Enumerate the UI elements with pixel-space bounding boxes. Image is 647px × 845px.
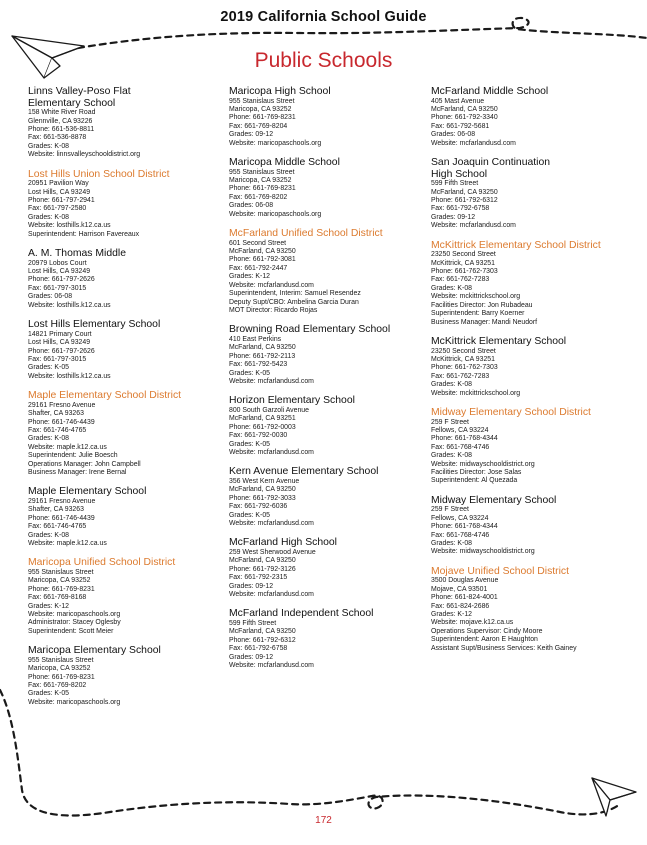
entry-detail-line: Website: maricopaschools.org	[28, 698, 121, 706]
entry-detail-line: Grades: K-08	[28, 142, 69, 150]
entry-detail-line: 599 Fifth Street	[431, 180, 479, 188]
entry-detail-line: 410 East Perkins	[229, 335, 282, 343]
entry-detail-line: 29161 Fresno Avenue	[28, 497, 96, 505]
district-entry	[431, 407, 626, 486]
entry-detail-line: Phone: 661-797-2626	[28, 276, 95, 284]
entry-detail-line: Website: losthills.k12.ca.us	[28, 301, 111, 309]
entry-detail-line: Fax: 661-797-3015	[28, 284, 87, 292]
school-name: McFarland Middle School	[431, 86, 549, 97]
school-entry	[28, 486, 223, 548]
entry-detail-line: Website: losthills.k12.ca.us	[28, 372, 111, 380]
entry-detail-line: Business Manager: Irene Bernal	[28, 468, 127, 476]
entry-detail-line: Website: maricopaschools.org	[28, 611, 121, 619]
entry-detail-line: MOT Director: Ricardo Rojas	[229, 306, 318, 314]
school-name: Maricopa Elementary School	[28, 645, 161, 657]
entry-detail-line: 14821 Primary Court	[28, 330, 92, 338]
entry-detail-line: Shafter, CA 93263	[28, 506, 84, 514]
entry-detail-line: Website: midwayschooldistrict.org	[431, 548, 535, 556]
entry-detail-line: Website: mcfarlandusd.com	[229, 281, 314, 289]
entry-detail-line: Fax: 661-769-8202	[28, 682, 87, 690]
entry-detail-line: Phone: 661-746-4439	[28, 418, 95, 426]
entry-detail-line: 20979 Lobos Court	[28, 259, 87, 267]
entry-detail-line: Superintendent, Interim: Samuel Resendez	[229, 290, 361, 298]
entry-detail-line: Grades: K-05	[229, 369, 270, 377]
school-name: Kern Avenue Elementary School	[229, 466, 379, 478]
entry-detail-line: Fax: 661-769-8204	[229, 122, 288, 130]
entry-detail-line: Website: mcfarlandusd.com	[229, 377, 314, 385]
entry-detail-line: Grades: 06-08	[28, 293, 73, 301]
entry-detail-line: Website: mcfarlandusd.com	[229, 520, 314, 527]
entry-detail-line: Superintendent: Julie Boesch	[28, 452, 118, 460]
school-name: Maricopa High School	[229, 86, 331, 97]
entry-detail-line: Website: mckittrickschool.org	[431, 293, 521, 301]
entry-detail-line: McKittrick, CA 93251	[431, 259, 495, 267]
entry-detail-line: Grades: K-05	[28, 364, 69, 372]
entry-detail-line: Website: maricopaschools.org	[229, 210, 322, 218]
entry-detail-line: Grades: K-08	[28, 213, 69, 221]
entry-detail-line: 599 Fifth Street	[229, 620, 277, 628]
school-entry	[229, 324, 424, 386]
entry-detail-line: Fax: 661-768-4746	[431, 443, 490, 451]
school-entry	[431, 336, 626, 398]
entry-detail-line: Assistant Supt/Business Services: Keith Gainey	[431, 644, 577, 652]
entry-detail-line: Phone: 661-769-8231	[229, 114, 296, 122]
entry-detail-line: Phone: 661-792-0003	[229, 423, 296, 431]
school-entry	[28, 86, 223, 160]
entry-detail-line: Website: mcfarlandusd.com	[431, 222, 516, 230]
entry-detail-line: McFarland, CA 93250	[229, 628, 296, 636]
entry-detail-line: Website: maple.k12.ca.us	[28, 443, 107, 451]
district-entry	[28, 169, 223, 239]
entry-detail-line: Business Manager: Mandi Neudorf	[431, 318, 538, 326]
school-name: Browning Road Elementary School	[229, 324, 391, 336]
school-name: McFarland High School	[229, 537, 337, 549]
entry-detail-line: Website: mcfarlandusd.com	[229, 662, 314, 670]
entry-detail-line: Administrator: Stacey Oglesby	[28, 619, 121, 627]
entry-detail-line: 955 Stanislaus Street	[28, 656, 94, 664]
listing-column-3	[431, 86, 626, 662]
entry-detail-line: McFarland, CA 93251	[229, 415, 296, 423]
entry-detail-line: McFarland, CA 93250	[431, 106, 498, 113]
guide-title: 2019 California School Guide	[220, 9, 427, 25]
district-entry	[28, 557, 223, 636]
entry-detail-line: Phone: 661-792-6312	[229, 636, 296, 644]
entry-detail-line: Fax: 661-762-7283	[431, 276, 490, 284]
entry-detail-line: Fellows, CA 93224	[431, 426, 489, 434]
entry-detail-line: Website: mojave.k12.ca.us	[431, 619, 514, 627]
entry-detail-line: 800 South Garzoli Avenue	[229, 406, 309, 414]
entry-detail-line: Grades: K-05	[28, 690, 69, 698]
district-name: Lost Hills Union School District	[28, 168, 170, 180]
entry-detail-line: Grades: K-08	[431, 381, 472, 389]
district-name: McKittrick Elementary School District	[431, 239, 601, 251]
district-entry	[229, 228, 424, 315]
entry-detail-line: Phone: 661-792-2113	[229, 352, 296, 360]
school-entry	[229, 86, 424, 148]
entry-detail-line: Fax: 661-792-5681	[431, 122, 490, 130]
entry-detail-line: Phone: 661-769-8231	[229, 185, 296, 193]
district-name: Mojave Unified School District	[431, 565, 570, 577]
listing-column-2	[229, 86, 424, 679]
entry-detail-line: Website: mcfarlandusd.com	[431, 139, 516, 147]
entry-detail-line: Phone: 661-824-4001	[431, 594, 498, 602]
school-name: Linns Valley-Poso Flat Elementary School	[28, 86, 131, 109]
entry-detail-line: Grades: 06-08	[229, 202, 274, 210]
entry-detail-line: 23250 Second Street	[431, 347, 496, 355]
school-entry	[229, 608, 424, 670]
entry-detail-line: Maricopa, CA 93252	[28, 577, 91, 585]
entry-detail-line: Fax: 661-792-2447	[229, 264, 288, 272]
entry-detail-line: Superintendent: Aaron E Haughton	[431, 636, 538, 644]
entry-detail-line: Lost Hills, CA 93249	[28, 268, 91, 276]
entry-detail-line: 158 White River Road	[28, 109, 96, 117]
school-entry	[28, 248, 223, 310]
entry-detail-line: Fax: 661-768-4746	[431, 531, 490, 539]
paper-airplane-icon	[592, 778, 636, 816]
entry-detail-line: Fax: 661-797-2580	[28, 205, 87, 213]
entry-detail-line: Website: mcfarlandusd.com	[229, 448, 314, 456]
entry-detail-line: Phone: 661-746-4439	[28, 514, 95, 522]
entry-detail-line: Phone: 661-792-3081	[229, 256, 296, 264]
entry-detail-line: Grades: K-08	[28, 531, 69, 539]
entry-detail-line: Fax: 661-746-4765	[28, 426, 87, 434]
school-name: San Joaquin Continuation High School	[431, 157, 551, 180]
entry-detail-line: Maricopa, CA 93252	[28, 665, 91, 673]
district-entry	[431, 240, 626, 327]
entry-detail-line: Superintendent: Al Quezada	[431, 477, 518, 485]
entry-detail-line: Facilities Director: Jose Salas	[431, 468, 522, 476]
district-name: Midway Elementary School District	[431, 406, 591, 418]
entry-detail-line: Phone: 661-792-3340	[431, 114, 498, 122]
entry-detail-line: 259 F Street	[431, 506, 469, 514]
entry-detail-line: Fax: 661-762-7283	[431, 372, 490, 380]
entry-detail-line: Fax: 661-769-8202	[229, 193, 288, 201]
entry-detail-line: Phone: 661-792-3126	[229, 565, 296, 573]
entry-detail-line: Fax: 661-746-4765	[28, 523, 87, 531]
school-entry	[229, 157, 424, 219]
entry-detail-line: 405 Mast Avenue	[431, 97, 485, 105]
entry-detail-line: Glennville, CA 93226	[28, 117, 93, 125]
entry-detail-line: Website: linnsvalleyschooldistrict.org	[28, 151, 141, 159]
entry-detail-line: Grades: K-08	[431, 452, 472, 460]
entry-detail-line: Fax: 661-792-6036	[229, 503, 288, 511]
entry-detail-line: 955 Stanislaus Street	[229, 168, 295, 176]
entry-detail-line: Phone: 661-769-8231	[28, 585, 95, 593]
entry-detail-line: Website: maricopaschools.org	[229, 139, 322, 147]
entry-detail-line: 259 West Sherwood Avenue	[229, 549, 316, 556]
entry-detail-line: Phone: 661-792-3033	[229, 494, 296, 502]
entry-detail-line: Grades: 06-08	[431, 131, 476, 139]
entry-detail-line: Grades: 09-12	[229, 131, 274, 139]
school-entry	[229, 537, 424, 599]
page-number: 172	[315, 815, 332, 826]
school-entry	[28, 319, 223, 381]
entry-detail-line: Fax: 661-536-8878	[28, 134, 87, 142]
entry-detail-line: Fax: 661-797-3015	[28, 355, 87, 363]
district-name: McFarland Unified School District	[229, 228, 383, 240]
entry-detail-line: 23250 Second Street	[431, 251, 496, 259]
entry-detail-line: Grades: K-08	[431, 540, 472, 547]
school-name: A. M. Thomas Middle	[28, 248, 126, 260]
school-entry	[431, 495, 626, 557]
school-entry	[431, 157, 626, 231]
entry-detail-line: Grades: 09-12	[229, 582, 274, 590]
entry-detail-line: 356 West Kern Avenue	[229, 477, 300, 485]
listing-column-1	[28, 86, 223, 716]
entry-detail-line: Superintendent: Harrison Favereaux	[28, 230, 140, 238]
entry-detail-line: McFarland, CA 93250	[229, 557, 296, 565]
school-entry	[229, 395, 424, 457]
entry-detail-line: Grades: K-05	[229, 511, 270, 519]
entry-detail-line: Operations Supervisor: Cindy Moore	[431, 627, 543, 635]
entry-detail-line: Phone: 661-762-7303	[431, 364, 498, 372]
entry-detail-line: Grades: K-05	[229, 440, 270, 448]
district-entry	[431, 566, 626, 653]
entry-detail-line: 29161 Fresno Avenue	[28, 401, 96, 409]
entry-detail-line: Phone: 661-768-4344	[431, 523, 498, 531]
district-name: Maple Elementary School District	[28, 390, 182, 402]
school-name: McKittrick Elementary School	[431, 335, 567, 347]
entry-detail-line: Fax: 661-824-2686	[431, 602, 490, 610]
school-name: Horizon Elementary School	[229, 395, 355, 407]
entry-detail-line: Grades: K-08	[431, 284, 472, 292]
entry-detail-line: 601 Second Street	[229, 239, 287, 247]
entry-detail-line: Fax: 661-792-5423	[229, 361, 288, 369]
entry-detail-line: Phone: 661-797-2626	[28, 347, 95, 355]
entry-detail-line: Operations Manager: John Campbell	[28, 460, 141, 468]
entry-detail-line: McFarland, CA 93250	[229, 248, 296, 256]
entry-detail-line: Superintendent: Scott Meier	[28, 627, 114, 635]
entry-detail-line: 3500 Douglas Avenue	[431, 577, 499, 585]
entry-detail-line: Phone: 661-769-8231	[28, 673, 95, 681]
school-name: Lost Hills Elementary School	[28, 319, 161, 331]
entry-detail-line: Phone: 661-768-4344	[431, 435, 498, 443]
district-entry	[28, 390, 223, 477]
section-title: Public Schools	[254, 49, 393, 72]
entry-detail-line: 955 Stanislaus Street	[229, 97, 295, 105]
entry-detail-line: Fellows, CA 93224	[431, 514, 489, 522]
entry-detail-line: Grades: 09-12	[229, 653, 274, 661]
entry-detail-line: Mojave, CA 93501	[431, 585, 488, 593]
entry-detail-line: McFarland, CA 93250	[229, 486, 296, 494]
entry-detail-line: Deputy Supt/CBO: Ambelina Garcia Duran	[229, 298, 359, 306]
entry-detail-line: Website: maple.k12.ca.us	[28, 540, 107, 547]
entry-detail-line: Grades: 09-12	[431, 213, 476, 221]
entry-detail-line: Grades: K-12	[28, 602, 69, 610]
entry-detail-line: Phone: 661-797-2941	[28, 197, 95, 205]
entry-detail-line: Fax: 661-792-6758	[229, 645, 288, 653]
school-entry	[28, 645, 223, 707]
entry-detail-line: Maricopa, CA 93252	[229, 177, 292, 185]
entry-detail-line: Facilities Director: Jon Rubadeau	[431, 301, 533, 309]
entry-detail-line: Fax: 661-792-6758	[431, 205, 490, 213]
school-entry	[229, 466, 424, 528]
entry-detail-line: Website: mcfarlandusd.com	[229, 591, 314, 599]
entry-detail-line: Lost Hills, CA 93249	[28, 188, 91, 196]
entry-detail-line: McFarland, CA 93250	[431, 188, 498, 196]
entry-detail-line: Shafter, CA 93263	[28, 410, 84, 418]
entry-detail-line: Phone: 661-762-7303	[431, 268, 498, 276]
school-name: Midway Elementary School	[431, 494, 557, 506]
entry-detail-line: Superintendent: Barry Koerner	[431, 310, 525, 318]
entry-detail-line: Grades: K-08	[28, 435, 69, 443]
entry-detail-line: Lost Hills, CA 93249	[28, 339, 91, 347]
entry-detail-line: 259 F Street	[431, 418, 469, 426]
entry-detail-line: Website: midwayschooldistrict.org	[431, 460, 535, 468]
entry-detail-line: Grades: K-12	[431, 611, 472, 619]
school-name: Maricopa Middle School	[229, 157, 340, 169]
school-name: Maple Elementary School	[28, 486, 147, 498]
entry-detail-line: Website: losthills.k12.ca.us	[28, 222, 111, 230]
entry-detail-line: Phone: 661-792-6312	[431, 197, 498, 205]
entry-detail-line: Fax: 661-792-2315	[229, 574, 288, 582]
entry-detail-line: 955 Stanislaus Street	[28, 569, 94, 576]
entry-detail-line: McKittrick, CA 93251	[431, 355, 495, 363]
school-name: McFarland Independent School	[229, 608, 374, 620]
school-entry	[431, 86, 626, 148]
entry-detail-line: McFarland, CA 93250	[229, 344, 296, 352]
entry-detail-line: 20951 Pavilion Way	[28, 180, 89, 188]
entry-detail-line: Maricopa, CA 93252	[229, 106, 292, 113]
entry-detail-line: Phone: 661-536-8811	[28, 126, 95, 133]
entry-detail-line: Website: mckittrickschool.org	[431, 389, 521, 397]
entry-detail-line: Fax: 661-769-8168	[28, 594, 87, 602]
entry-detail-line: Grades: K-12	[229, 273, 270, 281]
district-name: Maricopa Unified School District	[28, 557, 176, 569]
entry-detail-line: Fax: 661-792-0030	[229, 432, 288, 440]
